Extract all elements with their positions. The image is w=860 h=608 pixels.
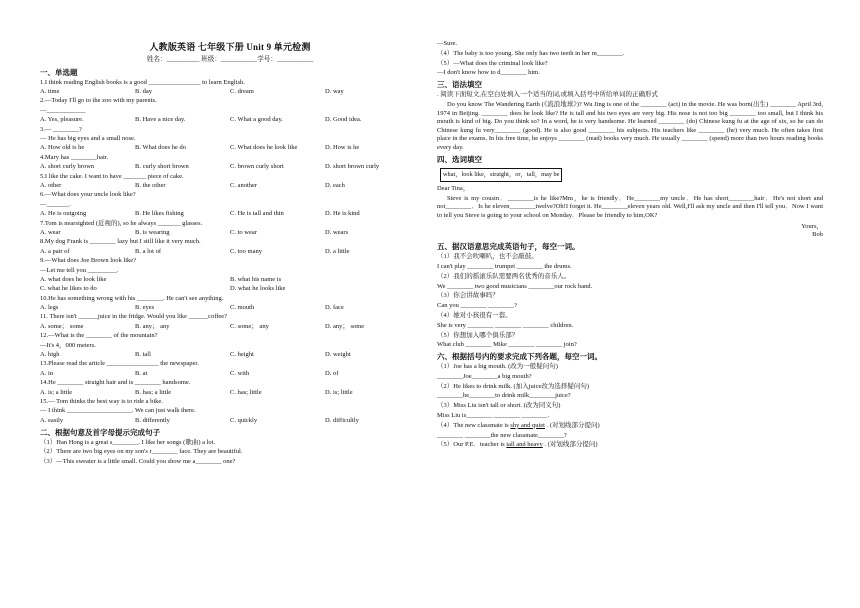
answer-option: A. He is outgoing bbox=[40, 210, 87, 218]
answer-option: A. Yes, pleasure. bbox=[40, 116, 84, 124]
question-stem: 4.Mary has ________hair. bbox=[40, 153, 109, 161]
sec2-item-4: （4）The baby is too young. She only has two teeth in her m________. bbox=[437, 49, 625, 57]
question-stem: 14.He ________ straight hair and is ________ handsome. bbox=[40, 379, 191, 387]
question-stem: 3.— ________? bbox=[40, 125, 82, 133]
student-info-line: 姓名：__________ 班级：___________学号：___________ bbox=[146, 55, 314, 63]
transform-text: （3）Miss Liu isn't tall or short. (改为同义句) bbox=[437, 402, 561, 410]
answer-option: C. brown curly short bbox=[230, 163, 284, 171]
question-extra-line: — He has big eyes and a small nose. bbox=[40, 135, 136, 143]
transform-instruction: . (对划线部分提问) bbox=[544, 421, 600, 429]
letter-closing: Yours， bbox=[801, 222, 823, 230]
answer-option: A. what does he look like bbox=[40, 275, 107, 283]
option-row bbox=[40, 351, 420, 359]
question-stem: 10.He has something wrong with his ________. He can't see anything. bbox=[40, 294, 224, 302]
single-choice-list bbox=[40, 79, 420, 425]
option-row bbox=[40, 323, 420, 331]
sec2-item-3: （3）—This sweater is a little small. Could you show me a________ one? bbox=[40, 458, 236, 466]
sec2-continued-1: —Sure. bbox=[437, 40, 458, 47]
answer-option: A. is; a little bbox=[40, 388, 73, 396]
answer-option: B. any； any bbox=[135, 322, 170, 330]
answer-option: D. Good idea. bbox=[325, 116, 362, 124]
option-row bbox=[40, 389, 420, 397]
answer-option: B. differently bbox=[135, 416, 170, 424]
sec2-item-1: （1）Han Hong is a great s________. I like her songs (歌曲) a lot. bbox=[40, 438, 216, 446]
translation-line: What club ________ Mike ________ ________ join? bbox=[437, 341, 577, 349]
question-extra-line: —_______. bbox=[40, 200, 71, 208]
answer-option: B. the other bbox=[135, 182, 166, 189]
translation-line: Can you ________ ________? bbox=[437, 302, 517, 310]
answer-option: A. other bbox=[40, 182, 62, 189]
sec2-item-2: （2）There are two big eyes on my son's r________ face. They are beautiful. bbox=[40, 448, 243, 456]
answer-option: C. what he likes to do bbox=[40, 285, 97, 293]
transform-text: Miss Liu is________ ________ ________. bbox=[437, 412, 550, 420]
answer-option: A. How old is he bbox=[40, 144, 85, 152]
transform-text: （2）He likes to drink milk. (加入juice改为选择疑问句) bbox=[437, 382, 590, 390]
answer-option: D. short brown curly bbox=[325, 163, 380, 171]
answer-option: D. what he looks like bbox=[230, 285, 286, 293]
transform-text: ________ ________the new classmate________? bbox=[437, 431, 567, 439]
answer-option: C. height bbox=[230, 351, 254, 359]
answer-option: D. of bbox=[325, 369, 339, 377]
option-row bbox=[40, 229, 420, 237]
option-row bbox=[40, 248, 420, 256]
answer-option: B. has; a little bbox=[135, 388, 172, 396]
option-row bbox=[40, 88, 420, 96]
answer-option: B. what his name is bbox=[230, 275, 282, 283]
answer-option: C. What a good day. bbox=[230, 116, 283, 124]
question-stem: 15.— Tom thinks the best way is to ride a bike. bbox=[40, 397, 163, 405]
sec2-continued-2: —I don't know how to d________ him. bbox=[437, 69, 540, 77]
answer-option: C. He is tall and thin bbox=[230, 210, 284, 218]
question-stem: 5.I like the cake. I want to have _______ piece of cake. bbox=[40, 172, 184, 180]
answer-option: D. He is kind bbox=[325, 210, 360, 218]
transform-line bbox=[437, 383, 823, 391]
transform-line bbox=[437, 441, 823, 449]
option-row bbox=[40, 276, 420, 284]
question-extra-line: —Let me tell you _________. bbox=[40, 266, 119, 274]
word-bank-box: what，look like，straight，or，tall，may be bbox=[440, 168, 562, 182]
answer-option: A. easily bbox=[40, 416, 64, 424]
question-extra-line: —____________ bbox=[40, 106, 86, 114]
transform-instruction: . (对划线部分提问) bbox=[542, 441, 598, 449]
translation-line: （5）你想加入哪个俱乐部？ bbox=[437, 331, 519, 339]
transform-text: （1）Joe has a big mouth. (改为一般疑问句) bbox=[437, 363, 558, 371]
answer-option: B. What does he do bbox=[135, 144, 186, 152]
answer-option: D. each bbox=[325, 182, 345, 189]
option-row bbox=[40, 210, 420, 218]
answer-option: D. difficultly bbox=[325, 416, 359, 424]
translation-line: （2）我们的摇滚乐队需要两名优秀的音乐人。 bbox=[437, 272, 571, 280]
translation-line: （4）她对小孩很有一套。 bbox=[437, 311, 512, 319]
exam-title: 人教版英语 七年级下册 Unit 9 单元检测 bbox=[149, 42, 311, 52]
answer-option: A. legs bbox=[40, 304, 59, 312]
translation-list bbox=[437, 253, 823, 349]
question-stem: 1.I think reading English books is a good ________________ to learn English. bbox=[40, 78, 245, 86]
transform-text: （5）Our P.E．teacher is bbox=[437, 441, 507, 449]
answer-option: A. a pair of bbox=[40, 247, 70, 255]
option-row bbox=[40, 417, 420, 425]
answer-option: A. in bbox=[40, 369, 53, 377]
answer-option: C. What does he look like bbox=[230, 144, 298, 152]
question-extra-line: — I think ____________________. We can just walk there. bbox=[40, 407, 196, 415]
underlined-phrase: shy and quiet bbox=[510, 421, 545, 429]
answer-option: D. way bbox=[325, 88, 344, 96]
answer-option: A. short curly brown bbox=[40, 163, 95, 171]
answer-option: C. mouth bbox=[230, 304, 255, 312]
transform-line bbox=[437, 402, 823, 410]
answer-option: C. with bbox=[230, 369, 250, 377]
answer-option: C. to wear bbox=[230, 228, 257, 236]
letter-greeting: Dear Tina， bbox=[437, 185, 470, 192]
answer-option: C. another bbox=[230, 182, 258, 189]
option-row bbox=[40, 370, 420, 378]
answer-option: A. high bbox=[40, 351, 60, 359]
transform-list bbox=[437, 363, 823, 449]
transform-line bbox=[437, 412, 823, 420]
answer-option: B. a lot of bbox=[135, 247, 161, 255]
sec3-instruction: . 阅读下面短文,在空白处填入一个适当的词,或填入括号中所给单词的正确形式 bbox=[437, 91, 658, 99]
question-stem: 12.—What is the ________ of the mountain? bbox=[40, 332, 158, 340]
transform-text: （4）The new classmate is bbox=[437, 421, 511, 429]
option-row bbox=[40, 116, 420, 124]
answer-option: B. tall bbox=[135, 351, 151, 359]
question-stem: 6.—What does your uncle look like? bbox=[40, 191, 136, 199]
transform-text: ________Joe________a big mouth? bbox=[437, 372, 532, 380]
translation-line: She is very ________ ________ ________ children. bbox=[437, 321, 574, 329]
transform-line bbox=[437, 392, 823, 400]
answer-option: C. too many bbox=[230, 247, 262, 255]
answer-option: C. some； any bbox=[230, 322, 269, 330]
answer-option: B. is wearing bbox=[135, 228, 170, 236]
answer-option: D. How is he bbox=[325, 144, 360, 152]
answer-option: D. any； some bbox=[325, 322, 365, 330]
section-5-heading: 五、据汉语意思完成英语句子，每空一词。 bbox=[437, 242, 580, 252]
translation-line: We ________ two good musicians ________our rock band. bbox=[437, 282, 593, 290]
option-row bbox=[40, 285, 420, 293]
transform-line bbox=[437, 363, 823, 371]
answer-option: B. at bbox=[135, 369, 148, 377]
answer-option: D. weight bbox=[325, 351, 351, 359]
translation-line: （3）你会讲故事吗？ bbox=[437, 292, 499, 300]
answer-option: C. dream bbox=[230, 88, 254, 96]
translation-line: （1）我不会吹喇叭，也不会敲鼓。 bbox=[437, 253, 538, 261]
answer-option: B. curly short brown bbox=[135, 163, 189, 171]
section-1-heading: 一、单选题 bbox=[40, 67, 78, 77]
transform-line bbox=[437, 432, 823, 440]
option-row bbox=[40, 144, 420, 152]
transform-line bbox=[437, 422, 823, 430]
translation-line: I can't play ________ trumpet ________ the drums. bbox=[437, 262, 572, 270]
option-row bbox=[40, 182, 420, 190]
answer-option: D. a little bbox=[325, 247, 350, 255]
section-3-heading: 三、语法填空 bbox=[437, 80, 482, 90]
question-stem: 2.—Today I'll go to the zoo with my parents. bbox=[40, 97, 157, 105]
answer-option: B. He likes fishing bbox=[135, 210, 184, 218]
option-row bbox=[40, 163, 420, 171]
answer-option: A. some； some bbox=[40, 322, 84, 330]
question-stem: 13.Please read the article ________________ the newspaper. bbox=[40, 360, 199, 368]
transform-line bbox=[437, 373, 823, 381]
letter-signature: Bob bbox=[812, 231, 823, 239]
answer-option: B. Have a nice day. bbox=[135, 116, 186, 124]
section-4-heading: 四、选词填空 bbox=[437, 155, 482, 165]
underlined-phrase: tall and heavy bbox=[506, 441, 543, 449]
answer-option: B. eyes bbox=[135, 304, 155, 312]
sec2-item-5: （5）—What does the criminal look like? bbox=[437, 59, 548, 67]
section-6-heading: 六、根据括号内的要求完成下列各题，每空一词。 bbox=[437, 352, 602, 362]
answer-option: A. time bbox=[40, 88, 60, 96]
question-stem: 7.Tom is nearsighted (近视的), so he always _______ glasses. bbox=[40, 219, 203, 227]
answer-option: C. has; little bbox=[230, 388, 262, 396]
option-row bbox=[40, 304, 420, 312]
left-column bbox=[40, 40, 420, 468]
answer-option: A. wear bbox=[40, 228, 61, 236]
answer-option: D. face bbox=[325, 304, 344, 312]
letter-body: Steve is my cousin．________is he like?Mm，he is friendly．He________my uncle．He has short________hair．He's not short and not________．Is he eleven________twelve?Oh!I forget it. He________eleven years old. Well,I'll ask my uncle and then I'll tell you．Now I want to tell you Steve is going to your school on Monday．Please be friendly to him,OK? bbox=[437, 194, 823, 219]
transform-text: ________he________to drink milk________juice? bbox=[437, 392, 571, 400]
answer-option: D. wears bbox=[325, 228, 349, 236]
sec3-passage: Do you know The Wandering Earth (《流浪地球》)? Wu Jing is one of the ________ (act) in the movie. He was born(出生) ________ April 3rd, 1974 in Beijing. ________ does he look like? He is tall and his two eyes are very big. His nose is not too big ________ too small, but I think his mouth is kind of big. Do you think so? In a word, he is very handsome. He learned ________ (do) Chinese kung fu at the age of six, so he can do Chinese kung fu very________ (good). He is also good ________ his subjects. His teachers like ________ (he) very much. He often takes first place in the exams. In his free time, he enjoys ________ (read) books very much. He usually ________ (spend) more than two hours reading books every day. bbox=[437, 100, 823, 151]
right-column bbox=[437, 40, 823, 451]
answer-option: B. day bbox=[135, 88, 152, 96]
section-2-heading: 二、根据句意及首字母提示完成句子 bbox=[40, 427, 160, 437]
question-extra-line: —It's 4，000 meters. bbox=[40, 341, 96, 349]
question-stem: 8.My dog Frank is ________ lazy but I still like it very much. bbox=[40, 238, 201, 246]
question-stem: 9.—What does Joe Brown look like? bbox=[40, 257, 137, 265]
answer-option: D. is; little bbox=[325, 388, 353, 396]
answer-option: C. quickly bbox=[230, 416, 258, 424]
question-stem: 11. There isn't ______juice in the fridge. Would you like ______coffee? bbox=[40, 313, 228, 321]
